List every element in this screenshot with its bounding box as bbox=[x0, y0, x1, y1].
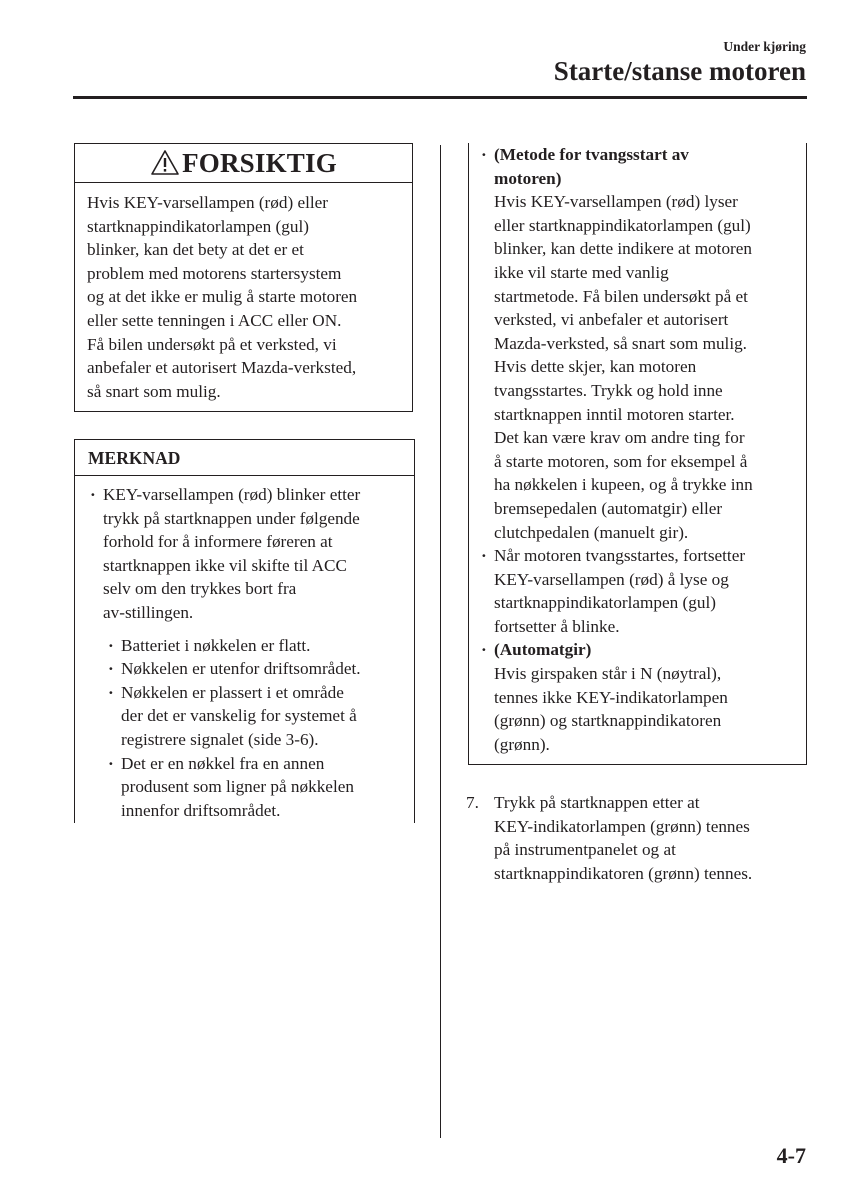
text-line: tvangsstartes. Trykk og hold inne bbox=[494, 380, 723, 400]
text-line: (grønn) og startknappindikatoren bbox=[494, 711, 722, 731]
text-line: Hvis girspaken står i N (nøytral), bbox=[494, 664, 722, 684]
text-line: · Nøkkelen er utenfor driftsområdet. bbox=[121, 659, 361, 679]
text-line: bremsepedalen (automatgir) eller bbox=[494, 498, 723, 518]
warning-triangle-icon bbox=[150, 149, 180, 176]
text-line: ha nøkkelen i kupeen, og å trykke inn bbox=[494, 475, 753, 495]
sub-bullet-item bbox=[107, 681, 404, 752]
text-line: · Batteriet i nøkkelen er flatt. bbox=[121, 635, 311, 655]
text-line: registrere signalet (side 3-6). bbox=[121, 729, 319, 749]
section-label: Under kjøring bbox=[723, 39, 806, 54]
text-line: startknappindikatoren (grønn) tennes. bbox=[494, 863, 753, 883]
sub-bullet-item bbox=[107, 657, 404, 681]
sub-bullet-list bbox=[89, 634, 404, 823]
text-line: Mazda-verksted, så snart som mulig. bbox=[494, 333, 747, 353]
text-line: der det er vanskelig for systemet å bbox=[121, 706, 357, 726]
text-line: anbefaler et autorisert Mazda-verksted, bbox=[87, 358, 357, 378]
text-line: blinker, kan dette indikere at motoren bbox=[494, 239, 752, 259]
text-line: tennes ikke KEY-indikatorlampen bbox=[494, 687, 728, 707]
header-rule bbox=[73, 96, 807, 99]
text-line: KEY-indikatorlampen (grønn) tennes bbox=[494, 816, 750, 836]
bullet-heading: motoren) bbox=[494, 168, 562, 188]
text-line: problem med motorens startersystem bbox=[87, 263, 342, 283]
text-line: innenfor driftsområdet. bbox=[121, 800, 281, 820]
note-continuation-text bbox=[469, 143, 806, 756]
text-line: forhold for å informere føreren at bbox=[103, 532, 333, 552]
note-box bbox=[74, 439, 415, 823]
step-number: 7. bbox=[466, 793, 479, 812]
text-line: (grønn). bbox=[494, 734, 550, 754]
page-title: Starte/stanse motoren bbox=[553, 56, 806, 86]
bullet-heading: · (Automatgir) bbox=[494, 640, 592, 660]
column-divider bbox=[440, 145, 441, 1138]
caution-title: FORSIKTIG bbox=[182, 147, 337, 178]
caution-header bbox=[75, 144, 412, 183]
note-continuation-box bbox=[468, 143, 807, 765]
text-line: og at det ikke er mulig å starte motoren bbox=[87, 287, 358, 307]
step-text bbox=[466, 791, 806, 885]
text-line: så snart som mulig. bbox=[87, 381, 221, 401]
text-line: KEY-varsellampen (rød) å lyse og bbox=[494, 569, 729, 589]
text-line: · Nøkkelen er plassert i et område bbox=[121, 682, 344, 702]
bullet-item-automatic bbox=[480, 638, 798, 756]
text-line: på instrumentpanelet og at bbox=[494, 840, 676, 860]
text-line: startknappindikatorlampen (gul) bbox=[87, 216, 309, 236]
caution-box bbox=[74, 143, 413, 412]
text-line: blinker, kan det bety at det er et bbox=[87, 240, 304, 260]
text-line: Hvis KEY-varsellampen (rød) lyser bbox=[494, 192, 738, 212]
note-text bbox=[75, 476, 414, 822]
text-line: fortsetter å blinke. bbox=[494, 616, 620, 636]
text-line: · Det er en nøkkel fra en annen bbox=[121, 753, 325, 773]
text-line: verksted, vi anbefaler et autorisert bbox=[494, 310, 729, 330]
text-line: · Når motoren tvangsstartes, fortsetter bbox=[494, 546, 746, 566]
caution-text bbox=[75, 183, 412, 403]
text-line: Få bilen undersøkt på et verksted, vi bbox=[87, 334, 337, 354]
text-line: clutchpedalen (manuelt gir). bbox=[494, 522, 689, 542]
text-line: eller sette tenningen i ACC eller ON. bbox=[87, 310, 342, 330]
text-line: Det kan være krav om andre ting for bbox=[494, 428, 745, 448]
text-line: å starte motoren, som for eksempel å bbox=[494, 451, 748, 471]
text-line: startknappen ikke vil skifte til ACC bbox=[103, 555, 347, 575]
text-line: · KEY-varsellampen (rød) blinker etter bbox=[103, 485, 361, 504]
note-title: MERKNAD bbox=[75, 440, 414, 476]
text-line: Hvis dette skjer, kan motoren bbox=[494, 357, 697, 377]
text-line: eller startknappindikatorlampen (gul) bbox=[494, 215, 751, 235]
sub-bullet-item bbox=[107, 634, 404, 658]
bullet-item-forced-start-lamps bbox=[480, 544, 798, 638]
text-line: selv om den trykkes bort fra bbox=[103, 579, 297, 599]
text-line: startmetode. Få bilen undersøkt på et bbox=[494, 286, 748, 306]
page-number: 4-7 bbox=[776, 1143, 806, 1168]
bullet-item bbox=[89, 483, 404, 625]
sub-bullet-item bbox=[107, 752, 404, 823]
text-line: trykk på startknappen under følgende bbox=[103, 508, 360, 528]
text-line: startknappen inntil motoren starter. bbox=[494, 404, 735, 424]
bullet-heading: · (Metode for tvangsstart av bbox=[494, 145, 689, 164]
text-line: produsent som ligner på nøkkelen bbox=[121, 777, 354, 797]
text-line: ikke vil starte med vanlig bbox=[494, 262, 669, 282]
text-line: Trykk på startknappen etter at bbox=[494, 793, 700, 812]
text-line: Hvis KEY-varsellampen (rød) eller bbox=[87, 193, 329, 212]
text-line: startknappindikatorlampen (gul) bbox=[494, 593, 716, 613]
bullet-item-forced-start bbox=[480, 143, 798, 544]
text-line: av-stillingen. bbox=[103, 602, 194, 622]
step-7 bbox=[466, 791, 806, 885]
